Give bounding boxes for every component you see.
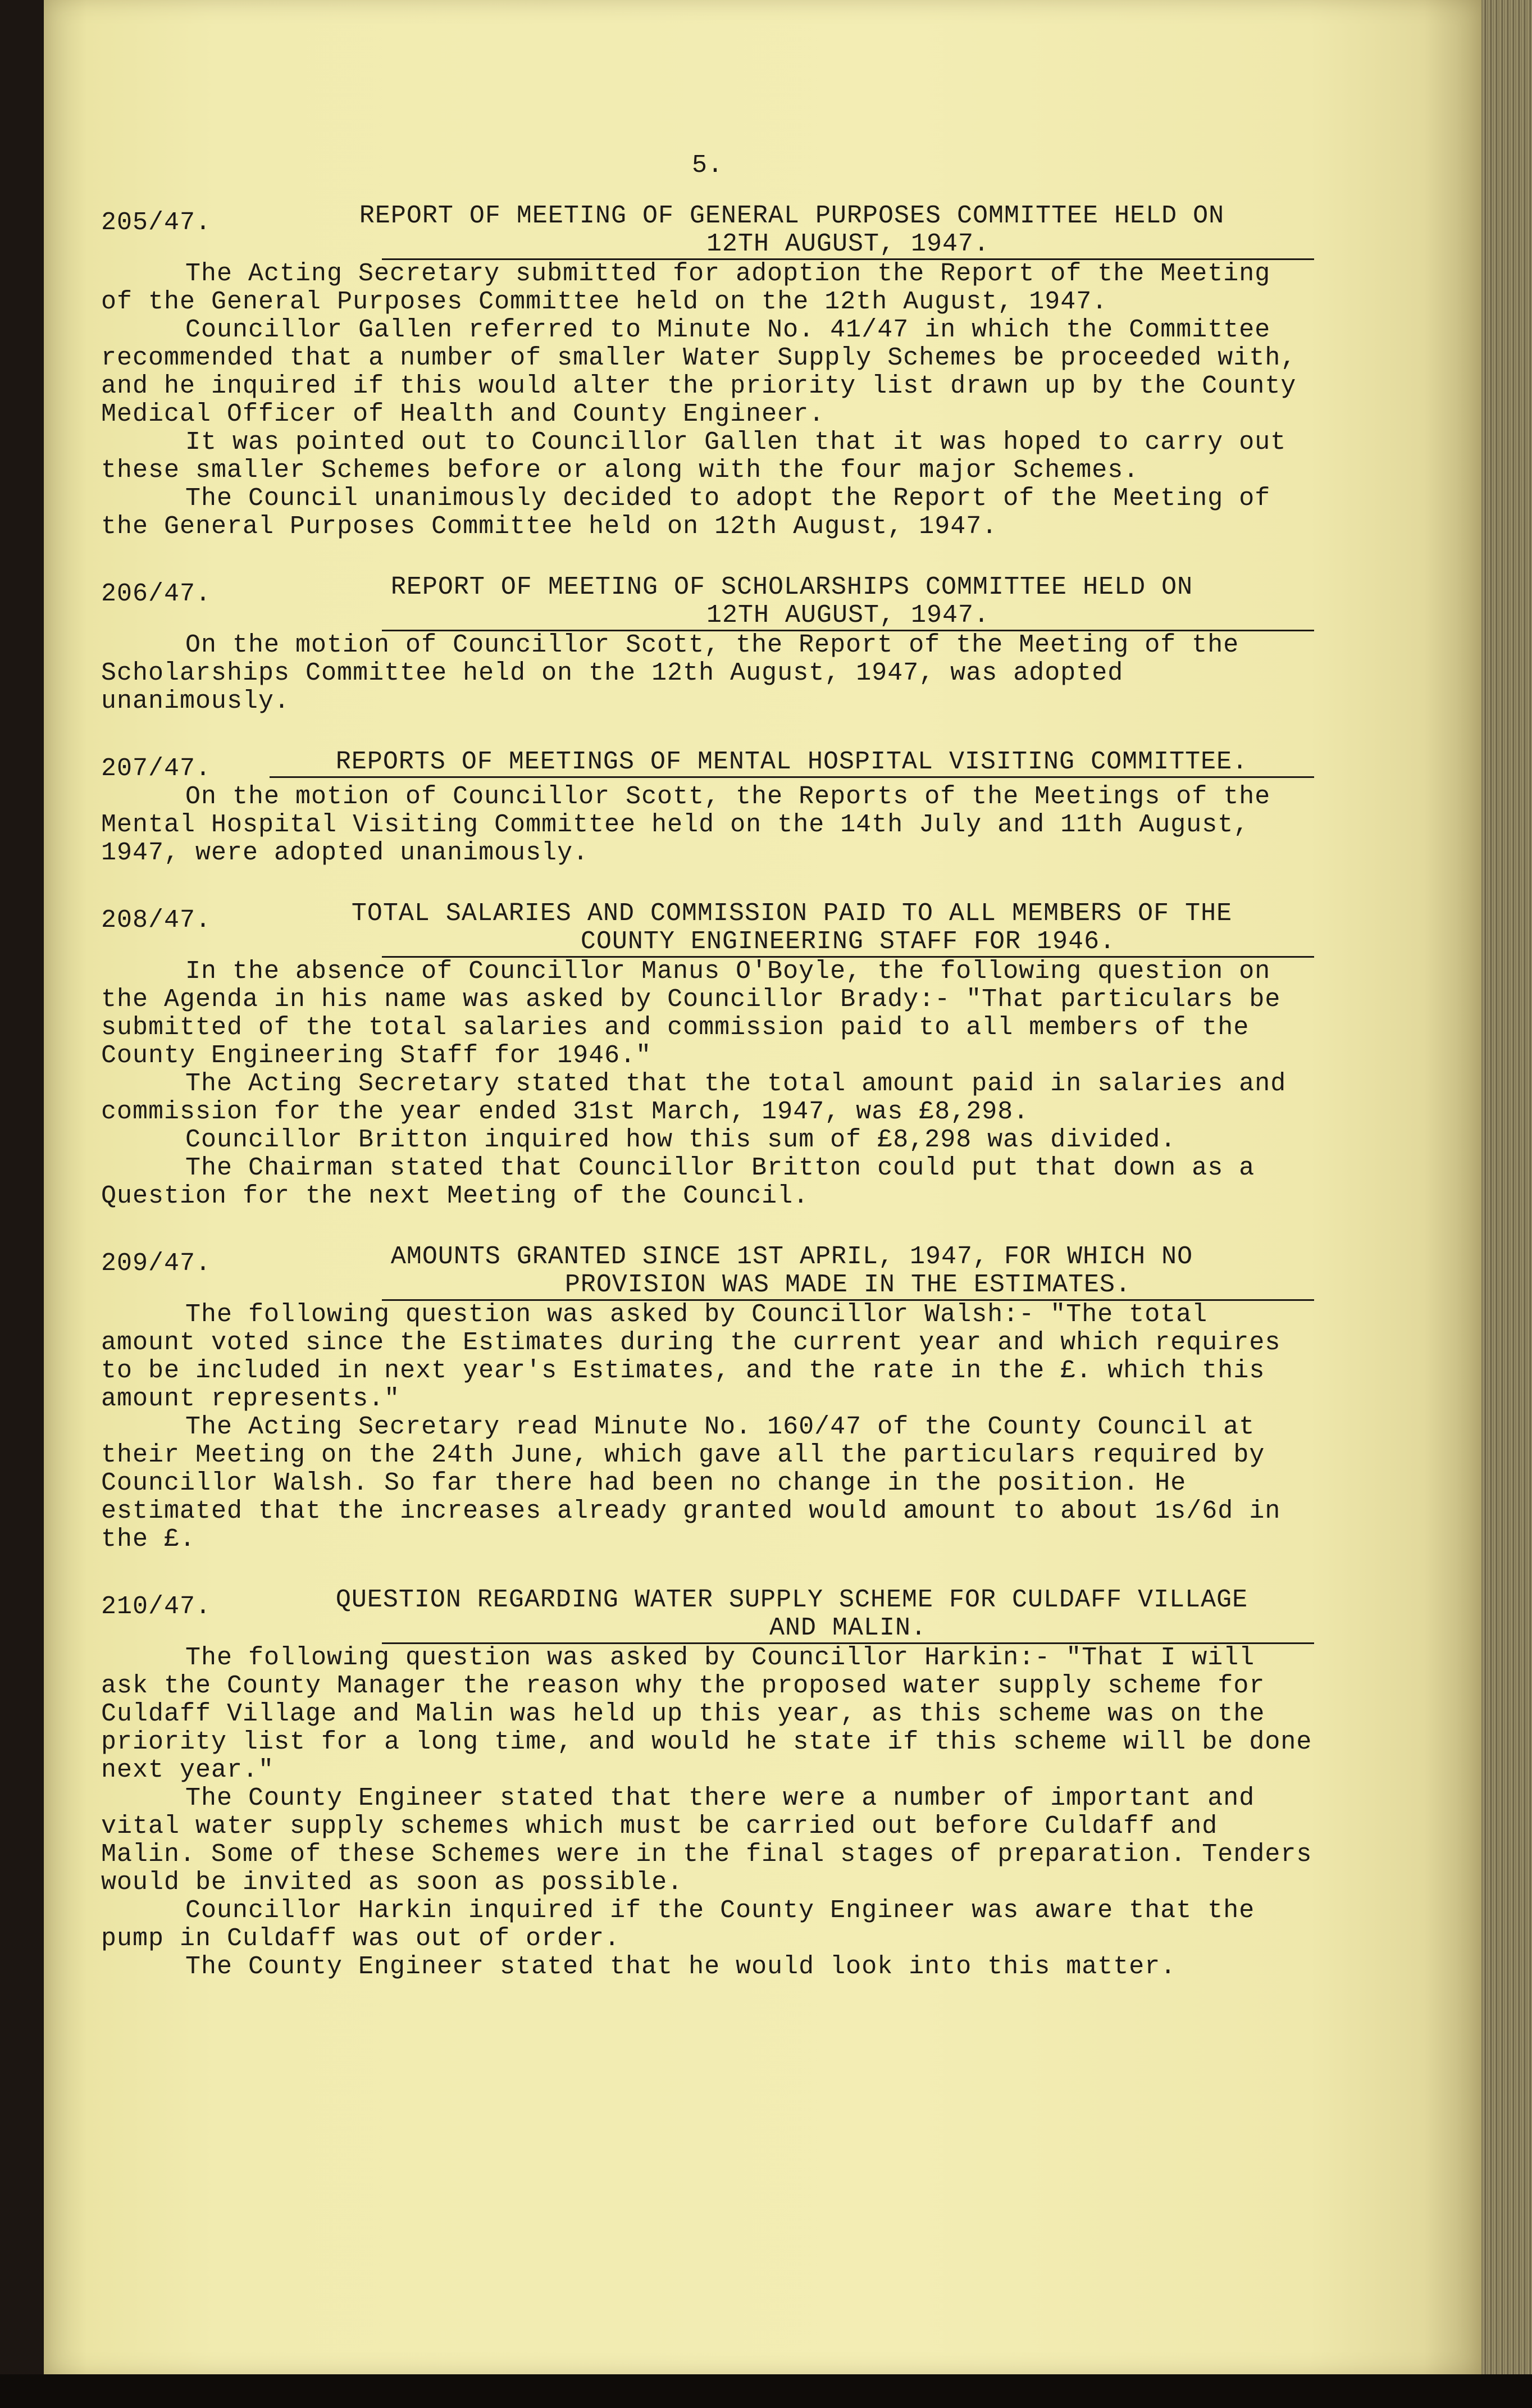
minute-heading	[101, 202, 1314, 260]
minute-number: 207/47.	[101, 754, 212, 783]
minute-title-line1: TOTAL SALARIES AND COMMISSION PAID TO ALL MEMBERS OF THE	[351, 899, 1233, 928]
paragraph: The Chairman stated that Councillor Britton could put that down as a Question for the next Meeting of the Council.	[101, 1154, 1255, 1210]
minute-number: 205/47.	[101, 208, 212, 237]
minute-title	[270, 573, 1314, 631]
minute-number: 209/47.	[101, 1249, 212, 1278]
paragraph: The Acting Secretary stated that the total amount paid in salaries and commission for the year ended 31st March, 1947, was £8,298.	[101, 1069, 1287, 1126]
paragraph: On the motion of Councillor Scott, the Reports of the Meetings of the Mental Hospital Visiting Committee held on the 14th July and 11th August, 1947, were adopted unanimously.	[101, 782, 1271, 867]
minute-title-line2: AND MALIN.	[382, 1614, 1314, 1644]
minute-208	[101, 900, 1314, 1210]
paragraph: Councillor Gallen referred to Minute No. 41/47 in which the Committee recommended that a number of smaller Water Supply Schemes be proceeded with, and he inquired if this would alter the priority list drawn up by the County Medical Officer of Health and County Engineer.	[101, 316, 1297, 429]
paragraph: On the motion of Councillor Scott, the Report of the Meeting of the Scholarships Committee held on the 12th August, 1947, was adopted unanimously.	[101, 631, 1239, 716]
paragraph: The Council unanimously decided to adopt the Report of the Meeting of the General Purposes Committee held on 12th August, 1947.	[101, 484, 1271, 541]
paragraph: The following question was asked by Councillor Walsh:- "The total amount voted since the Estimates during the current year and which requires to be included in next year's Estimates, and the rate in the £. which this amount represents."	[101, 1300, 1281, 1413]
minute-heading	[101, 748, 1314, 783]
minute-number: 210/47.	[101, 1592, 212, 1621]
minute-title-line1: QUESTION REGARDING WATER SUPPLY SCHEME FOR CULDAFF VILLAGE	[335, 1586, 1248, 1614]
paragraph: The County Engineer stated that he would look into this matter.	[185, 1952, 1177, 1981]
paragraph: Councillor Britton inquired how this sum of £8,298 was divided.	[185, 1126, 1177, 1154]
minute-210	[101, 1586, 1314, 1981]
minute-title-line2: 12TH AUGUST, 1947.	[382, 602, 1314, 631]
minute-209	[101, 1243, 1314, 1554]
paragraph: The County Engineer stated that there were a number of important and vital water supply schemes which must be carried out before Culdaff and Malin. Some of these Schemes were in the final stages of preparation. Tenders would be invited as soon as possible.	[101, 1784, 1312, 1897]
minute-title	[270, 1586, 1314, 1644]
minute-title-line2: COUNTY ENGINEERING STAFF FOR 1946.	[382, 928, 1314, 958]
minute-title-line2: 12TH AUGUST, 1947.	[382, 230, 1314, 260]
minute-title-line1: AMOUNTS GRANTED SINCE 1ST APRIL, 1947, FOR WHICH NO	[390, 1242, 1193, 1271]
minute-207	[101, 748, 1314, 867]
minute-title-line1: REPORT OF MEETING OF GENERAL PURPOSES COMMITTEE HELD ON	[359, 202, 1225, 230]
minute-heading	[101, 1586, 1314, 1644]
minute-title-line1: REPORT OF MEETING OF SCHOLARSHIPS COMMITTEE HELD ON	[390, 573, 1193, 602]
paragraph: Councillor Harkin inquired if the County Engineer was aware that the pump in Culdaff was out of order.	[101, 1896, 1255, 1953]
minute-number: 208/47.	[101, 906, 212, 935]
minute-title: REPORTS OF MEETINGS OF MENTAL HOSPITAL VISITING COMMITTEE.	[270, 748, 1314, 778]
minute-206	[101, 573, 1314, 716]
scan-border	[0, 2374, 1532, 2408]
paragraph: The following question was asked by Councillor Harkin:- "That I will ask the County Manager the reason why the proposed water supply scheme for Culdaff Village and Malin was held up this year, as this scheme was on the priority list for a long time, and would he state if this scheme will be done next year."	[101, 1644, 1312, 1785]
minute-205	[101, 202, 1314, 541]
minute-title	[270, 202, 1314, 260]
minute-title	[270, 900, 1314, 958]
minute-heading	[101, 1243, 1314, 1301]
minute-title	[270, 1243, 1314, 1301]
page-number: 5.	[691, 151, 723, 180]
paragraph: It was pointed out to Councillor Gallen that it was hoped to carry out these smaller Schemes before or along with the four major Schemes.	[101, 428, 1287, 485]
minute-title-line2: PROVISION WAS MADE IN THE ESTIMATES.	[382, 1271, 1314, 1301]
paragraph: In the absence of Councillor Manus O'Boyle, the following question on the Agenda in his name was asked by Councillor Brady:- "That particulars be submitted of the total salaries and commission paid to all members of the County Engineering Staff for 1946."	[101, 957, 1281, 1070]
paragraph: The Acting Secretary read Minute No. 160/47 of the County Council at their Meeting on the 24th June, which gave all the particulars required by Councillor Walsh. So far there had been no change in the position. He estimated that the increases already granted would amount to about 1s/6d in the £.	[101, 1413, 1281, 1554]
minute-heading	[101, 573, 1314, 631]
minute-number: 206/47.	[101, 580, 212, 608]
minute-heading	[101, 900, 1314, 958]
page-edge-binding	[1481, 0, 1532, 2408]
paragraph: The Acting Secretary submitted for adoption the Report of the Meeting of the General Purposes Committee held on the 12th August, 1947.	[101, 260, 1271, 316]
document-body	[101, 152, 1314, 2014]
